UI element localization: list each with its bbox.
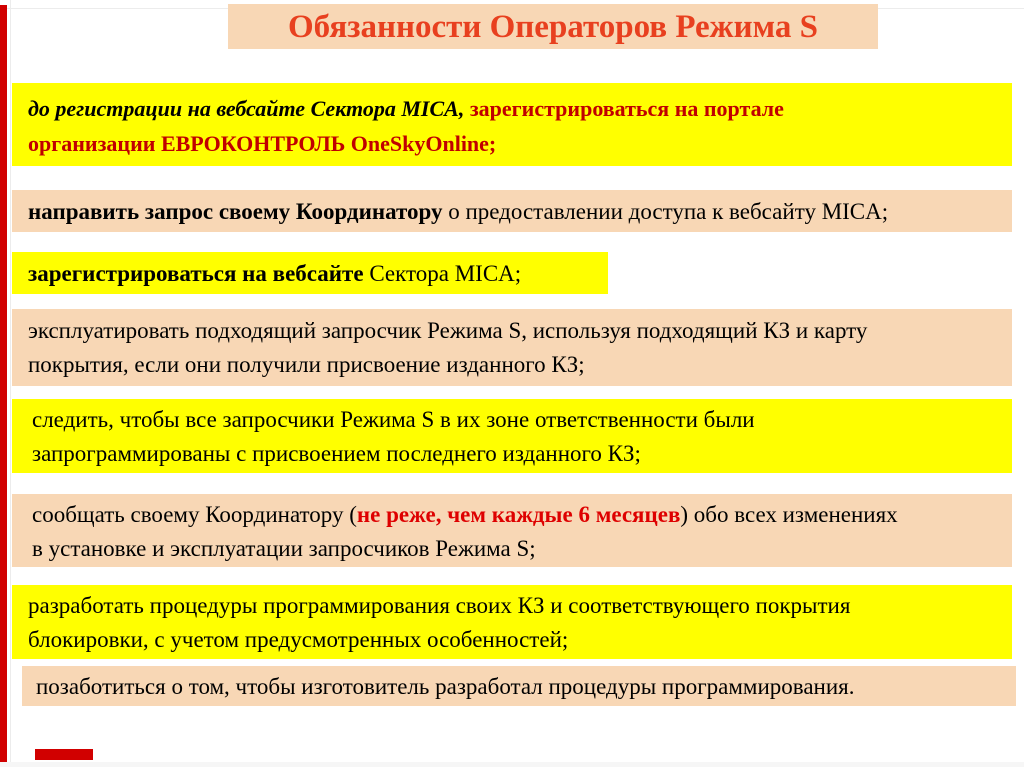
red-accent-bar-left [0, 5, 7, 762]
text-run: блокировки, с учетом предусмотренных особенностей; [28, 627, 569, 652]
text-run: , [458, 96, 470, 121]
text-run: организации ЕВРОКОНТРОЛЬ OneSkyOnline; [28, 131, 497, 156]
obligation-item-report-changes [12, 494, 1012, 567]
slide-left-boundary-line [10, 0, 11, 767]
text-run: не реже, чем каждые 6 месяцев [356, 502, 681, 527]
slide-bottom-boundary-line [0, 762, 1024, 767]
obligation-item-send-request [12, 190, 1012, 232]
slide-title: Обязанности Операторов Режима S [228, 4, 878, 49]
text-run: до регистрации на вебсайте Сектора MICA [28, 96, 459, 121]
text-run: покрытия, если они получили присвоение изданного КЗ; [28, 352, 585, 377]
text-run: Сектора MICA; [363, 261, 522, 286]
obligation-item-develop-procedures [12, 585, 1012, 659]
text-run: сообщать своему Координатору ( [32, 502, 357, 527]
red-accent-bar-bottom [35, 749, 93, 760]
text-run: разработать процедуры программирования своих КЗ и соответствующего покрытия [28, 593, 851, 618]
obligation-item-manufacturer-procedures [22, 666, 1016, 706]
text-run: зарегистрироваться на вебсайте [28, 261, 364, 286]
text-run: эксплуатировать подходящий запросчик Режима S, используя подходящий КЗ и карту [28, 318, 868, 343]
text-run: ) обо всех изменениях [680, 502, 898, 527]
text-run: направить запрос своему Координатору [28, 199, 443, 224]
text-run: позаботиться о том, чтобы изготовитель разработал процедуры программирования. [36, 674, 855, 699]
text-run: в установке и эксплуатации запросчиков Режима S; [32, 536, 536, 561]
text-run: следить, чтобы все запросчики Режима S в их зоне ответственности были [32, 407, 755, 432]
text-run: о предоставлении доступа к вебсайту MICA; [442, 199, 889, 224]
text-run: зарегистрироваться на портале [469, 96, 784, 121]
obligation-item-monitor-interrogators [12, 399, 1012, 473]
obligation-item-register-portal [12, 83, 1012, 166]
obligation-item-operate-interrogator [12, 309, 1012, 386]
text-run: запрограммированы с присвоением последнего изданного КЗ; [32, 441, 641, 466]
obligation-item-register-website [12, 252, 608, 294]
